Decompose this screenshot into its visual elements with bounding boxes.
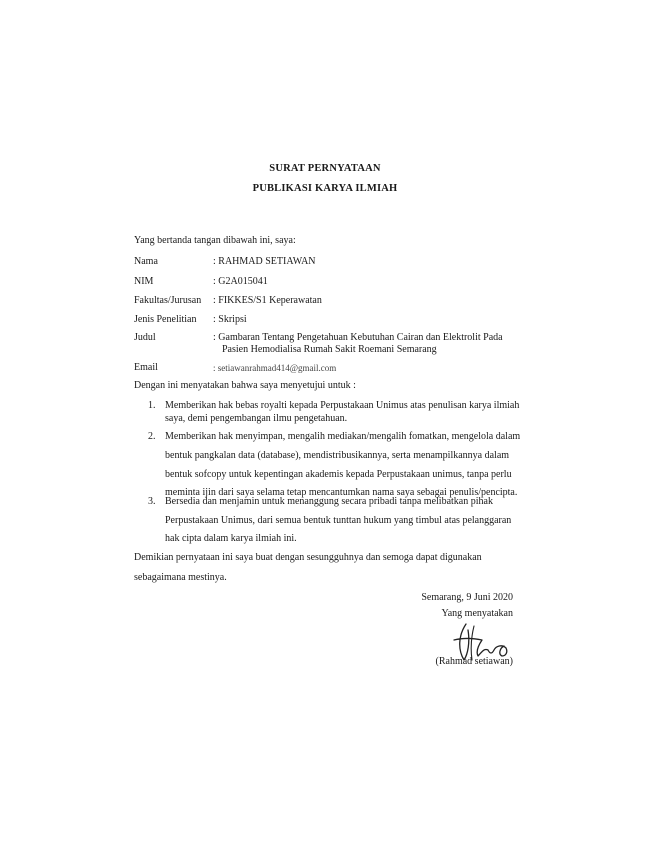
- field-value-nim: : G2A015041: [213, 276, 268, 287]
- field-label-nama: Nama: [134, 256, 158, 267]
- list-number: 2.: [148, 431, 156, 442]
- field-label-fakultas: Fakultas/Jurusan: [134, 295, 202, 306]
- field-label-email: Email: [134, 362, 158, 373]
- list-item-line: saya, demi pengembangan ilmu pengetahuan.: [165, 413, 348, 424]
- field-value-judul-line2: Pasien Hemodialisa Rumah Sakit Roemani Semarang: [222, 344, 437, 355]
- closing-line: sebagaimana mestinya.: [134, 572, 227, 583]
- list-number: 1.: [148, 400, 156, 411]
- field-value-email: : setiawanrahmad414@gmail.com: [213, 363, 337, 373]
- list-item-line: Memberikan hak bebas royalti kepada Perpustakaan Unimus atas penulisan karya ilmiah: [165, 400, 520, 411]
- place-date: Semarang, 9 Juni 2020: [421, 592, 513, 603]
- list-item-line: hak cipta dalam karya ilmiah ini.: [165, 533, 297, 544]
- field-value-fakultas: : FIKKES/S1 Keperawatan: [213, 295, 322, 306]
- statement-text: Dengan ini menyatakan bahwa saya menyetujui untuk :: [134, 380, 356, 391]
- field-value-jenis: : Skripsi: [213, 314, 247, 325]
- signer-role: Yang menyatakan: [441, 608, 513, 619]
- list-item-line: Bersedia dan menjamin untuk menanggung secara pribadi tanpa melibatkan pihak: [165, 496, 493, 507]
- field-label-jenis: Jenis Penelitian: [134, 314, 197, 325]
- closing-line: Demikian pernyataan ini saya buat dengan sesungguhnya dan semoga dapat digunakan: [134, 552, 482, 563]
- list-number: 3.: [148, 496, 156, 507]
- list-item-line: bentuk sofcopy untuk kepentingan akademis kepada Perpustakaan unimus, tanpa perlu: [165, 469, 512, 480]
- list-item-line: Perpustakaan Unimus, dari semua bentuk tunttan hukum yang timbul atas pelanggaran: [165, 515, 512, 526]
- list-item-line: Memberikan hak menyimpan, mengalih mediakan/mengalih fomatkan, mengelola dalam: [165, 431, 521, 442]
- intro-text: Yang bertanda tangan dibawah ini, saya:: [134, 235, 296, 246]
- field-value-judul-line1: : Gambaran Tentang Pengetahuan Kebutuhan Cairan dan Elektrolit Pada: [213, 332, 503, 343]
- document-subtitle: PUBLIKASI KARYA ILMIAH: [252, 183, 398, 194]
- field-label-nim: NIM: [134, 276, 154, 287]
- field-value-nama: : RAHMAD SETIAWAN: [213, 256, 316, 267]
- document-title: SURAT PERNYATAAN: [269, 163, 381, 174]
- signer-name: (Rahmad setiawan): [435, 656, 513, 667]
- list-item-line: bentuk pangkalan data (database), mendistribusikannya, serta menampilkannya dalam: [165, 450, 510, 461]
- list-item-line: meminta ijin dari saya selama tetap mencantumkan nama saya sebagai penulis/pencipta.: [165, 487, 518, 498]
- field-label-judul: Judul: [134, 332, 156, 343]
